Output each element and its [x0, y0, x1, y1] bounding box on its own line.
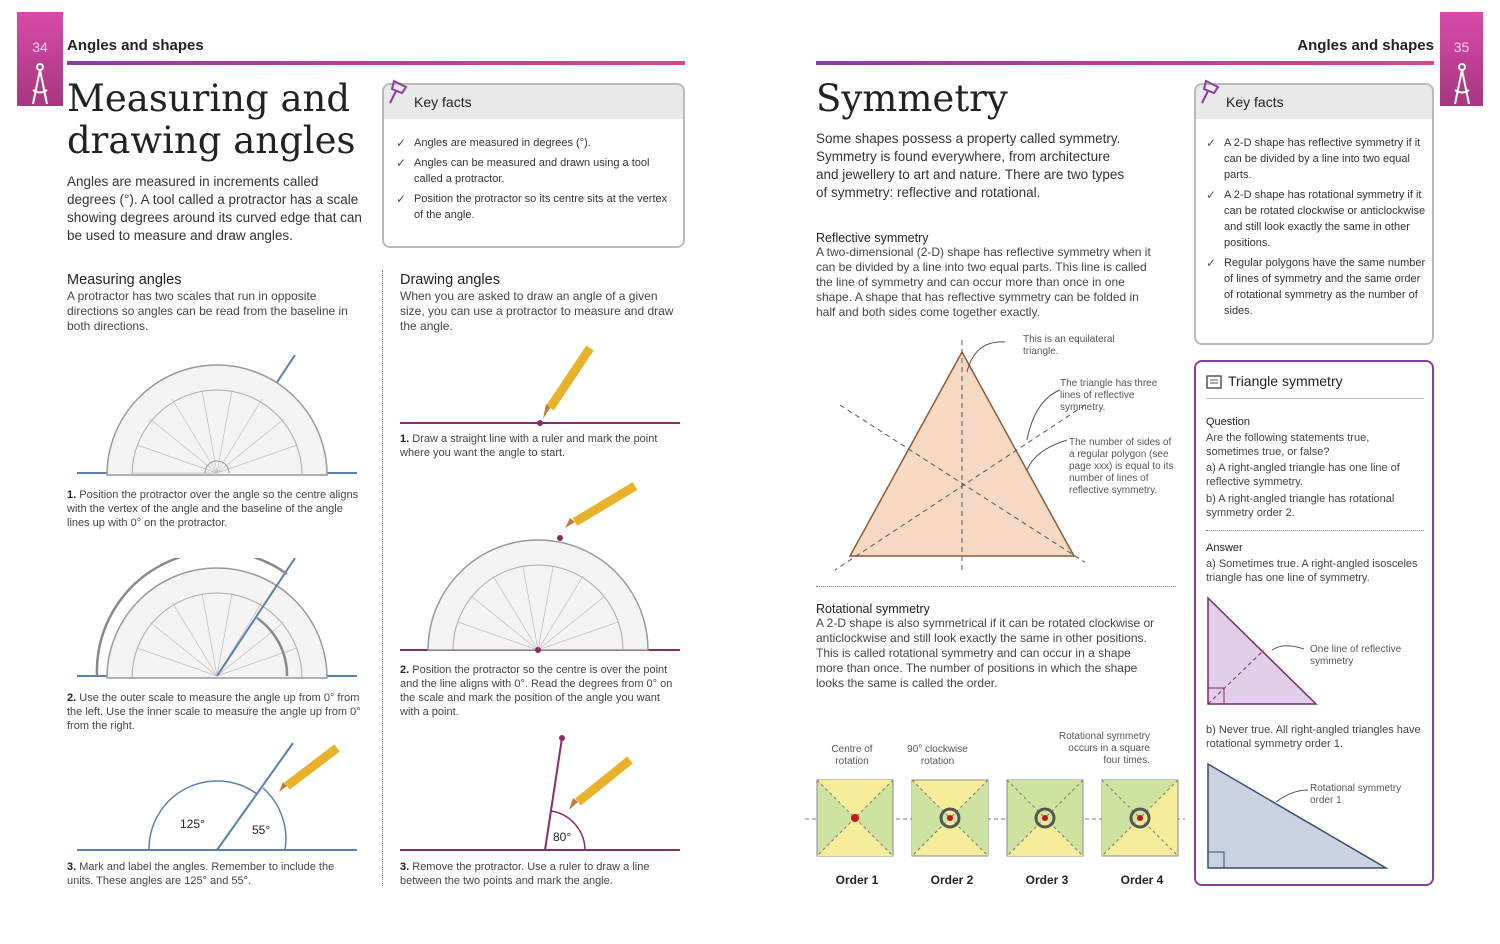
page-number-right: 35: [1453, 39, 1470, 55]
angle-label-125: 125°: [180, 817, 205, 831]
rotational-heading: Rotational symmetry: [816, 602, 930, 616]
triangle-symmetry-heading: Triangle symmetry: [1228, 373, 1343, 389]
key-fact-item: ✓ A 2-D shape has rotational symmetry if it can be rotated clockwise or anticlockwise and still look exactly the same in other positions.: [1206, 188, 1426, 249]
key-fact-item: ✓ A 2-D shape has reflective symmetry if it can be divided by a line into two equal parts.: [1206, 136, 1421, 181]
drawing-step-1: 1. Draw a straight line with a ruler and mark the point where you want the angle to start.: [400, 433, 658, 459]
key-fact-item: ✓ Angles can be measured and drawn using a tool called a protractor.: [396, 156, 650, 185]
page-number-left: 34: [32, 39, 48, 55]
protractor-diagram-1: [67, 355, 359, 480]
title-line-1: Measuring and: [67, 77, 351, 120]
check-icon: ✓: [396, 156, 407, 170]
isosceles-right-triangle: [1204, 594, 1324, 709]
measuring-step-3: 3. Mark and label the angles. Remember to include the units. These angles are 125° and 55°.: [67, 861, 335, 887]
rotational-text: A 2-D shape is also symmetrical if it can be rotated clockwise or anticlockwise and still look exactly the same in other positions. This is called rotational symmetry and can occur in a shape more than once. The number of positions in which the shape looks the same is called the order.: [816, 616, 1155, 690]
pin-icon: [1198, 77, 1226, 107]
key-facts-box-left: [382, 83, 685, 248]
drawing-heading: Drawing angles: [400, 272, 500, 288]
equilateral-triangle-diagram: [835, 330, 1085, 580]
key-facts-heading: Key facts: [384, 85, 683, 119]
drawing-step-2: 2. Position the protractor so the centre is over the point and the line aligns with 0°. Read the degrees from 0° on the scale and mark the position of the angle you want with a point.: [400, 664, 673, 718]
question-a: a) A right-angled triangle has one line of reflective symmetry.: [1206, 462, 1400, 488]
measuring-step-2: 2. Use the outer scale to measure the angle up from 0° from the left. Use the inner scale to measure the angle up from 0° from the right.: [67, 692, 361, 732]
label-one-line: One line of reflective symmetry: [1310, 644, 1402, 667]
square-order-4: [1102, 780, 1178, 856]
intro-text-right: Some shapes possess a property called symmetry. Symmetry is found everywhere, from architecture and jewellery to art and nature. There are two types of symmetry: reflective and rotational.: [816, 131, 1125, 200]
square-order-3: [1007, 780, 1083, 856]
page-title-right: Symmetry: [816, 77, 1008, 120]
scalene-right-triangle: [1204, 760, 1394, 872]
key-fact-item: ✓ Regular polygons have the same number of lines of symmetry and the same order of rotational symmetry as the number of sides.: [1206, 256, 1426, 317]
header-rule-left: [67, 61, 685, 65]
check-icon: ✓: [1206, 136, 1217, 150]
label-equilateral: This is an equilateral triangle.: [1023, 334, 1115, 357]
check-icon: ✓: [1206, 188, 1217, 202]
worked-example-icon: [1206, 374, 1224, 390]
drawing-text: When you are asked to draw an angle of a given size, you can use a protractor to measure and draw the angle.: [400, 289, 674, 333]
column-divider: [382, 270, 383, 886]
intro-text-left: Angles are measured in increments called degrees (°). A tool called a protractor has a scale showing degrees around its curved edge that can be used to measure and draw angles.: [67, 174, 362, 243]
label-regular-polygon: The number of sides of a regular polygon (see page xxx) is equal to its number of lines of reflective symmetry.: [1069, 437, 1174, 496]
triangle-symmetry-box: [1194, 360, 1434, 886]
key-facts-heading-right: Key facts: [1196, 85, 1432, 119]
check-icon: ✓: [396, 136, 407, 150]
key-facts-list-right: [1206, 135, 1428, 323]
key-facts-list-left: [396, 135, 676, 227]
order-label-4: Order 4: [1120, 873, 1164, 887]
answer-a: a) Sometimes true. A right-angled isosceles triangle has one line of symmetry.: [1206, 558, 1418, 584]
angle-diagram-125-55: [67, 740, 359, 855]
protractor-diagram-2: [67, 558, 359, 683]
question-label: Question: [1206, 416, 1251, 428]
angle-label-55: 55°: [252, 823, 271, 837]
pin-icon: [386, 77, 414, 107]
label-centre-rotation: Centre of rotation: [831, 744, 873, 767]
measuring-heading: Measuring angles: [67, 272, 182, 288]
header-rule-right: [816, 61, 1434, 65]
order-label-2: Order 2: [930, 873, 974, 887]
key-facts-box-right: [1194, 83, 1434, 345]
key-fact-item: ✓ Position the protractor so its centre sits at the vertex of the angle.: [396, 192, 668, 221]
label-rot-order1: Rotational symmetry order 1: [1310, 783, 1402, 806]
order-label-3: Order 3: [1025, 873, 1069, 887]
page-tab-left: [17, 12, 63, 106]
section-header-left: Angles and shapes: [67, 37, 204, 54]
label-three-lines: The triangle has three lines of reflective symmetry.: [1060, 378, 1158, 413]
reflective-text: A two-dimensional (2-D) shape has reflective symmetry when it can be divided by a line into two equal parts. This line is called the line of symmetry and can occur more than once in one shape. A shape that has reflective symmetry can be folded in half and both sides come together exactly.: [816, 245, 1151, 319]
label-occurs-four: Rotational symmetry occurs in a square four times.: [1058, 731, 1150, 766]
drawing-diagram-3: [400, 730, 682, 855]
reflective-divider: [816, 586, 1176, 587]
page-title-left: [67, 78, 356, 162]
order-label-1: Order 1: [835, 873, 879, 887]
box-rule: [1206, 398, 1424, 399]
reflective-heading: Reflective symmetry: [816, 231, 929, 245]
measuring-text: A protractor has two scales that run in opposite directions so angles can be read from the baseline in both directions.: [67, 289, 348, 333]
page-tab-right: [1440, 12, 1483, 106]
compass-icon: [30, 62, 50, 106]
key-fact-item: ✓ Angles are measured in degrees (°).: [396, 136, 591, 150]
section-header-right: Angles and shapes: [1297, 37, 1434, 54]
check-icon: ✓: [396, 192, 407, 206]
rotation-squares-diagram: [805, 762, 1185, 870]
check-icon: ✓: [1206, 256, 1217, 270]
drawing-diagram-1: [400, 340, 682, 430]
compass-icon: [1452, 62, 1472, 106]
qa-divider: [1206, 530, 1424, 531]
question-text: Are the following statements true, sometimes true, or false?: [1206, 432, 1370, 458]
title-line-2: drawing angles: [67, 119, 356, 162]
drawing-step-3: 3. Remove the protractor. Use a ruler to draw a line between the two points and mark the angle.: [400, 861, 650, 887]
question-b: b) A right-angled triangle has rotational symmetry order 2.: [1206, 493, 1395, 519]
answer-label: Answer: [1206, 542, 1243, 554]
angle-label-80: 80°: [553, 830, 572, 844]
square-order-1: [817, 780, 893, 856]
answer-b: b) Never true. All right-angled triangles have rotational symmetry order 1.: [1206, 724, 1421, 750]
drawing-diagram-2: [400, 478, 682, 658]
label-90-rotation: 90° clockwise rotation: [907, 744, 968, 767]
square-order-2: [912, 780, 988, 856]
measuring-step-1: 1. Position the protractor over the angle so the centre aligns with the vertex of the angle and the baseline of the angle lines up with 0° on the protractor.: [67, 489, 359, 529]
